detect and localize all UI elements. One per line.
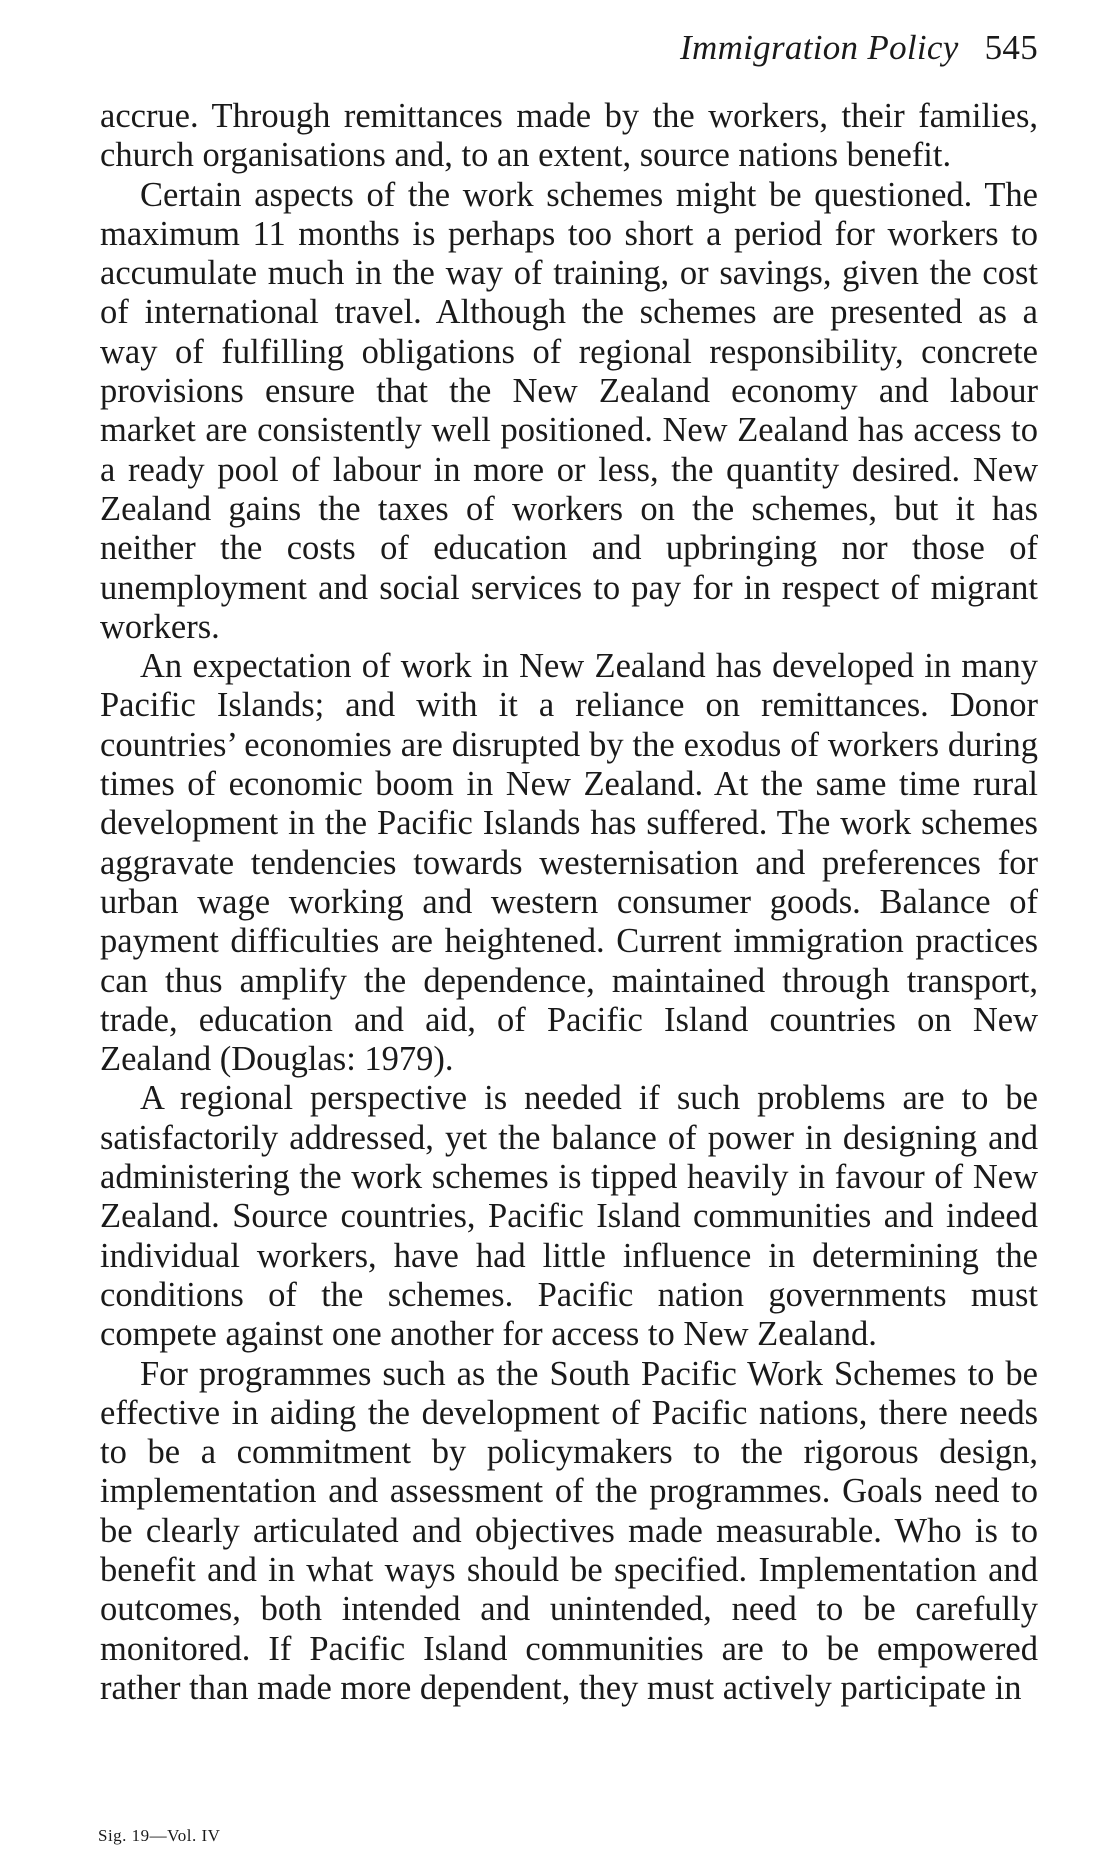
paragraph-programmes-commitment: For programmes such as the South Pacific Work Schemes to be effective in aiding the development of Pacific nations, there needs to be a commitment by policymakers to the rigorous design, implementation and assessment of the programmes. Goals need to be clearly articulated and objectives made measurable. Who is to benefit and in what ways should be specified. Implementation and outcomes, both intended and unintended, need to be carefully monitored. If Pacific Island communities are to be empowered rather than made more dependent, they must actively participate in bbox=[100, 1354, 1038, 1707]
running-title: Immigration Policy bbox=[680, 28, 959, 67]
paragraph-expectation-of-work: An expectation of work in New Zealand has developed in many Pacific Islands; and with it a reliance on remittances. Donor countries’ economies are disrupted by the exodus of workers during times of economic boom in New Zealand. At the same time rural development in the Pacific Islands has suffered. The work schemes aggravate tendencies towards westernisation and preferences for urban wage working and western consumer goods. Balance of payment difficulties are heightened. Current immigration practices can thus amplify the dependence, maintained through transport, trade, education and aid, of Pacific Island countries on New Zealand (Douglas: 1979). bbox=[100, 647, 1038, 1079]
paragraph-regional-perspective: A regional perspective is needed if such problems are to be satisfactorily addressed, yet the balance of power in designing and administering the work schemes is tipped heavily in favour of New Zealand. Source countries, Pacific Island communities and indeed individual workers, have had little influence in determining the conditions of the schemes. Pacific nation governments must compete against one another for access to New Zealand. bbox=[100, 1079, 1038, 1354]
page-number: 545 bbox=[984, 28, 1038, 67]
body-text bbox=[100, 97, 1038, 1708]
paragraph-work-schemes-critique: Certain aspects of the work schemes might be questioned. The maximum 11 months is perhaps too short a period for workers to accumulate much in the way of training, or savings, given the cost of international travel. Although the schemes are presented as a way of fulfilling obligations of regional responsibility, concrete provisions ensure that the New Zealand economy and labour market are consistently well positioned. New Zealand has access to a ready pool of labour in more or less, the quantity desired. New Zealand gains the taxes of workers on the schemes, but it has neither the costs of education and upbringing nor those of unemployment and social services to pay for in respect of migrant workers. bbox=[100, 175, 1038, 646]
running-header bbox=[100, 28, 1038, 68]
signature-mark: Sig. 19—Vol. IV bbox=[98, 1826, 221, 1845]
paragraph-continued: accrue. Through remittances made by the workers, their families, church organisations and, to an extent, source nations benefit. bbox=[100, 97, 1038, 175]
